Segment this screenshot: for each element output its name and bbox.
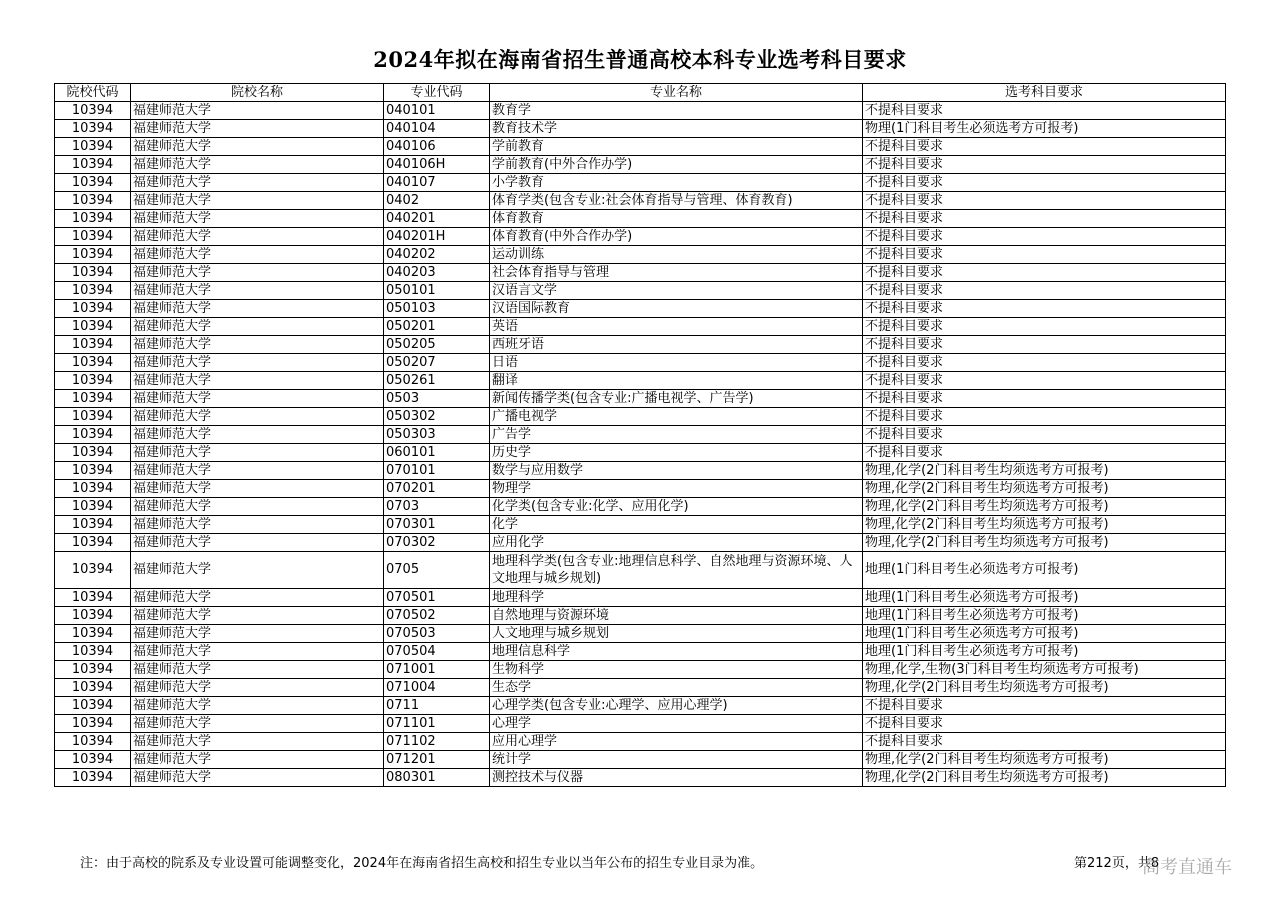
cell-major-code: 0705 (384, 552, 490, 589)
cell-school-name: 福建师范大学 (131, 336, 384, 354)
cell-major-name: 小学教育 (490, 174, 863, 192)
header-subject-requirement: 选考科目要求 (863, 84, 1226, 102)
page-number: 第212页，共8 (1074, 856, 1160, 871)
cell-major-code: 040202 (384, 246, 490, 264)
table-row (55, 426, 1226, 444)
cell-school-name: 福建师范大学 (131, 444, 384, 462)
cell-major-name: 心理学类(包含专业:心理学、应用心理学) (490, 697, 863, 715)
cell-school-name: 福建师范大学 (131, 480, 384, 498)
cell-school-name: 福建师范大学 (131, 102, 384, 120)
cell-major-name: 地理科学 (490, 589, 863, 607)
cell-major-code: 040106H (384, 156, 490, 174)
cell-school-name: 福建师范大学 (131, 192, 384, 210)
cell-subject-requirement: 不提科目要求 (863, 264, 1226, 282)
cell-major-code: 050103 (384, 300, 490, 318)
cell-subject-requirement: 不提科目要求 (863, 733, 1226, 751)
cell-major-code: 071201 (384, 751, 490, 769)
cell-school-code: 10394 (55, 607, 131, 625)
cell-major-name: 生物科学 (490, 661, 863, 679)
cell-school-name: 福建师范大学 (131, 390, 384, 408)
cell-subject-requirement: 不提科目要求 (863, 318, 1226, 336)
table-row (55, 354, 1226, 372)
cell-major-code: 071101 (384, 715, 490, 733)
cell-school-name: 福建师范大学 (131, 462, 384, 480)
cell-major-name: 化学类(包含专业:化学、应用化学) (490, 498, 863, 516)
cell-subject-requirement: 不提科目要求 (863, 372, 1226, 390)
cell-major-code: 040101 (384, 102, 490, 120)
cell-school-code: 10394 (55, 697, 131, 715)
cell-major-name: 汉语言文学 (490, 282, 863, 300)
cell-major-name: 新闻传播学类(包含专业:广播电视学、广告学) (490, 390, 863, 408)
cell-school-code: 10394 (55, 156, 131, 174)
table-row (55, 462, 1226, 480)
cell-school-code: 10394 (55, 336, 131, 354)
cell-school-name: 福建师范大学 (131, 426, 384, 444)
cell-school-name: 福建师范大学 (131, 264, 384, 282)
cell-major-code: 071004 (384, 679, 490, 697)
table-row (55, 715, 1226, 733)
cell-subject-requirement: 物理,化学(2门科目考生均须选考方可报考) (863, 534, 1226, 552)
cell-school-name: 福建师范大学 (131, 679, 384, 697)
table-row (55, 138, 1226, 156)
cell-major-name: 测控技术与仪器 (490, 769, 863, 787)
table-row (55, 769, 1226, 787)
cell-major-name: 自然地理与资源环境 (490, 607, 863, 625)
cell-school-name: 福建师范大学 (131, 697, 384, 715)
cell-major-name: 体育教育 (490, 210, 863, 228)
cell-major-name: 体育学类(包含专业:社会体育指导与管理、体育教育) (490, 192, 863, 210)
cell-major-code: 040203 (384, 264, 490, 282)
cell-school-code: 10394 (55, 372, 131, 390)
cell-major-code: 070201 (384, 480, 490, 498)
table-row (55, 625, 1226, 643)
cell-school-code: 10394 (55, 552, 131, 589)
cell-school-name: 福建师范大学 (131, 282, 384, 300)
requirements-table (54, 83, 1226, 787)
table-row (55, 444, 1226, 462)
cell-major-name: 体育教育(中外合作办学) (490, 228, 863, 246)
cell-school-code: 10394 (55, 138, 131, 156)
cell-school-name: 福建师范大学 (131, 643, 384, 661)
cell-school-code: 10394 (55, 282, 131, 300)
cell-major-code: 0503 (384, 390, 490, 408)
table-row (55, 336, 1226, 354)
cell-major-name: 教育学 (490, 102, 863, 120)
table-row (55, 534, 1226, 552)
table-row (55, 120, 1226, 138)
cell-subject-requirement: 不提科目要求 (863, 228, 1226, 246)
cell-major-name: 统计学 (490, 751, 863, 769)
cell-school-code: 10394 (55, 589, 131, 607)
cell-subject-requirement: 不提科目要求 (863, 246, 1226, 264)
cell-subject-requirement: 物理,化学(2门科目考生均须选考方可报考) (863, 516, 1226, 534)
table-row (55, 480, 1226, 498)
cell-major-code: 040104 (384, 120, 490, 138)
cell-school-name: 福建师范大学 (131, 769, 384, 787)
table-row (55, 697, 1226, 715)
cell-subject-requirement: 物理,化学(2门科目考生均须选考方可报考) (863, 462, 1226, 480)
cell-subject-requirement: 不提科目要求 (863, 426, 1226, 444)
cell-subject-requirement: 地理(1门科目考生必须选考方可报考) (863, 607, 1226, 625)
cell-school-code: 10394 (55, 408, 131, 426)
cell-school-name: 福建师范大学 (131, 733, 384, 751)
cell-school-name: 福建师范大学 (131, 498, 384, 516)
cell-major-name: 广播电视学 (490, 408, 863, 426)
cell-subject-requirement: 物理,化学(2门科目考生均须选考方可报考) (863, 498, 1226, 516)
cell-major-code: 071102 (384, 733, 490, 751)
cell-school-code: 10394 (55, 426, 131, 444)
cell-major-name: 教育技术学 (490, 120, 863, 138)
cell-major-name: 学前教育(中外合作办学) (490, 156, 863, 174)
cell-major-name: 地理信息科学 (490, 643, 863, 661)
table-row (55, 661, 1226, 679)
cell-subject-requirement: 不提科目要求 (863, 697, 1226, 715)
table-row (55, 210, 1226, 228)
table-row (55, 679, 1226, 697)
cell-major-name: 西班牙语 (490, 336, 863, 354)
cell-subject-requirement: 地理(1门科目考生必须选考方可报考) (863, 552, 1226, 589)
cell-subject-requirement: 不提科目要求 (863, 174, 1226, 192)
cell-school-name: 福建师范大学 (131, 210, 384, 228)
table-row (55, 643, 1226, 661)
table-row (55, 589, 1226, 607)
cell-school-name: 福建师范大学 (131, 318, 384, 336)
table-row (55, 282, 1226, 300)
cell-school-name: 福建师范大学 (131, 516, 384, 534)
cell-school-code: 10394 (55, 480, 131, 498)
cell-major-code: 050303 (384, 426, 490, 444)
cell-school-code: 10394 (55, 679, 131, 697)
cell-major-name: 社会体育指导与管理 (490, 264, 863, 282)
table-row (55, 552, 1226, 589)
cell-major-code: 071001 (384, 661, 490, 679)
cell-school-name: 福建师范大学 (131, 607, 384, 625)
cell-subject-requirement: 物理,化学(2门科目考生均须选考方可报考) (863, 751, 1226, 769)
cell-school-code: 10394 (55, 444, 131, 462)
cell-school-code: 10394 (55, 498, 131, 516)
table-header-row (55, 84, 1226, 102)
cell-major-code: 060101 (384, 444, 490, 462)
cell-school-name: 福建师范大学 (131, 589, 384, 607)
table-row (55, 498, 1226, 516)
cell-major-name: 学前教育 (490, 138, 863, 156)
cell-school-name: 福建师范大学 (131, 372, 384, 390)
cell-major-name: 应用心理学 (490, 733, 863, 751)
cell-subject-requirement: 物理,化学(2门科目考生均须选考方可报考) (863, 769, 1226, 787)
table-row (55, 192, 1226, 210)
cell-school-code: 10394 (55, 264, 131, 282)
table-row (55, 372, 1226, 390)
table-row (55, 102, 1226, 120)
cell-subject-requirement: 地理(1门科目考生必须选考方可报考) (863, 625, 1226, 643)
cell-major-name: 应用化学 (490, 534, 863, 552)
cell-school-code: 10394 (55, 625, 131, 643)
cell-school-code: 10394 (55, 300, 131, 318)
table-row (55, 246, 1226, 264)
cell-major-code: 080301 (384, 769, 490, 787)
cell-school-code: 10394 (55, 318, 131, 336)
cell-school-name: 福建师范大学 (131, 120, 384, 138)
cell-school-name: 福建师范大学 (131, 354, 384, 372)
cell-subject-requirement: 不提科目要求 (863, 138, 1226, 156)
cell-school-code: 10394 (55, 643, 131, 661)
cell-major-code: 0703 (384, 498, 490, 516)
cell-school-name: 福建师范大学 (131, 751, 384, 769)
cell-major-code: 0711 (384, 697, 490, 715)
table-row (55, 751, 1226, 769)
table-row (55, 300, 1226, 318)
cell-major-code: 050101 (384, 282, 490, 300)
cell-major-name: 物理学 (490, 480, 863, 498)
cell-major-code: 040106 (384, 138, 490, 156)
cell-subject-requirement: 不提科目要求 (863, 354, 1226, 372)
cell-major-name: 生态学 (490, 679, 863, 697)
cell-major-name: 化学 (490, 516, 863, 534)
header-major-code: 专业代码 (384, 84, 490, 102)
cell-subject-requirement: 不提科目要求 (863, 192, 1226, 210)
cell-major-name: 地理科学类(包含专业:地理信息科学、自然地理与资源环境、人文地理与城乡规划) (490, 552, 863, 589)
cell-major-name: 翻译 (490, 372, 863, 390)
cell-school-code: 10394 (55, 769, 131, 787)
table-row (55, 264, 1226, 282)
cell-subject-requirement: 地理(1门科目考生必须选考方可报考) (863, 643, 1226, 661)
cell-major-code: 070504 (384, 643, 490, 661)
table-row (55, 228, 1226, 246)
cell-major-code: 050205 (384, 336, 490, 354)
cell-school-code: 10394 (55, 120, 131, 138)
cell-school-code: 10394 (55, 462, 131, 480)
cell-school-code: 10394 (55, 751, 131, 769)
cell-school-name: 福建师范大学 (131, 661, 384, 679)
table-row (55, 607, 1226, 625)
cell-major-name: 日语 (490, 354, 863, 372)
cell-major-name: 心理学 (490, 715, 863, 733)
cell-subject-requirement: 不提科目要求 (863, 715, 1226, 733)
cell-school-code: 10394 (55, 715, 131, 733)
cell-school-code: 10394 (55, 210, 131, 228)
cell-school-name: 福建师范大学 (131, 156, 384, 174)
table-row (55, 174, 1226, 192)
cell-subject-requirement: 不提科目要求 (863, 444, 1226, 462)
cell-major-code: 070501 (384, 589, 490, 607)
cell-subject-requirement: 不提科目要求 (863, 390, 1226, 408)
cell-subject-requirement: 物理(1门科目考生必须选考方可报考) (863, 120, 1226, 138)
cell-major-name: 汉语国际教育 (490, 300, 863, 318)
table-row (55, 390, 1226, 408)
cell-major-code: 0402 (384, 192, 490, 210)
table-row (55, 516, 1226, 534)
cell-school-code: 10394 (55, 733, 131, 751)
cell-subject-requirement: 不提科目要求 (863, 408, 1226, 426)
cell-school-name: 福建师范大学 (131, 300, 384, 318)
cell-major-name: 数学与应用数学 (490, 462, 863, 480)
cell-school-code: 10394 (55, 354, 131, 372)
table-row (55, 733, 1226, 751)
cell-school-code: 10394 (55, 390, 131, 408)
header-school-code: 院校代码 (55, 84, 131, 102)
cell-school-code: 10394 (55, 192, 131, 210)
cell-major-code: 070301 (384, 516, 490, 534)
cell-subject-requirement: 物理,化学(2门科目考生均须选考方可报考) (863, 480, 1226, 498)
cell-major-name: 运动训练 (490, 246, 863, 264)
cell-school-code: 10394 (55, 661, 131, 679)
cell-major-code: 040107 (384, 174, 490, 192)
cell-subject-requirement: 不提科目要求 (863, 282, 1226, 300)
cell-school-name: 福建师范大学 (131, 625, 384, 643)
table-row (55, 156, 1226, 174)
cell-school-code: 10394 (55, 516, 131, 534)
cell-major-code: 050302 (384, 408, 490, 426)
table-row (55, 408, 1226, 426)
cell-school-name: 福建师范大学 (131, 552, 384, 589)
cell-subject-requirement: 物理,化学(2门科目考生均须选考方可报考) (863, 679, 1226, 697)
cell-major-name: 历史学 (490, 444, 863, 462)
cell-school-name: 福建师范大学 (131, 534, 384, 552)
table-body (55, 102, 1226, 787)
cell-major-code: 040201 (384, 210, 490, 228)
cell-school-name: 福建师范大学 (131, 228, 384, 246)
watermark: 高考直通车 (1142, 857, 1232, 878)
cell-major-code: 070101 (384, 462, 490, 480)
cell-school-name: 福建师范大学 (131, 246, 384, 264)
cell-school-code: 10394 (55, 102, 131, 120)
cell-major-code: 070502 (384, 607, 490, 625)
cell-major-code: 050201 (384, 318, 490, 336)
cell-subject-requirement: 地理(1门科目考生必须选考方可报考) (863, 589, 1226, 607)
cell-school-code: 10394 (55, 174, 131, 192)
cell-school-name: 福建师范大学 (131, 408, 384, 426)
cell-subject-requirement: 不提科目要求 (863, 156, 1226, 174)
cell-school-code: 10394 (55, 534, 131, 552)
cell-major-code: 050207 (384, 354, 490, 372)
cell-school-name: 福建师范大学 (131, 715, 384, 733)
cell-subject-requirement: 不提科目要求 (863, 210, 1226, 228)
cell-school-name: 福建师范大学 (131, 138, 384, 156)
cell-major-code: 070302 (384, 534, 490, 552)
cell-major-name: 英语 (490, 318, 863, 336)
cell-school-name: 福建师范大学 (131, 174, 384, 192)
table-row (55, 318, 1226, 336)
cell-major-code: 040201H (384, 228, 490, 246)
header-major-name: 专业名称 (490, 84, 863, 102)
cell-major-code: 070503 (384, 625, 490, 643)
cell-major-name: 人文地理与城乡规划 (490, 625, 863, 643)
header-school-name: 院校名称 (131, 84, 384, 102)
footer-note: 注：由于高校的院系及专业设置可能调整变化，2024年在海南省招生高校和招生专业以当年公布的招生专业目录为准。 (80, 856, 764, 871)
cell-major-code: 050261 (384, 372, 490, 390)
cell-subject-requirement: 物理,化学,生物(3门科目考生均须选考方可报考) (863, 661, 1226, 679)
cell-subject-requirement: 不提科目要求 (863, 102, 1226, 120)
cell-subject-requirement: 不提科目要求 (863, 336, 1226, 354)
page-title: 2024年拟在海南省招生普通高校本科专业选考科目要求 (373, 47, 907, 72)
cell-school-code: 10394 (55, 246, 131, 264)
cell-school-code: 10394 (55, 228, 131, 246)
cell-major-name: 广告学 (490, 426, 863, 444)
cell-subject-requirement: 不提科目要求 (863, 300, 1226, 318)
